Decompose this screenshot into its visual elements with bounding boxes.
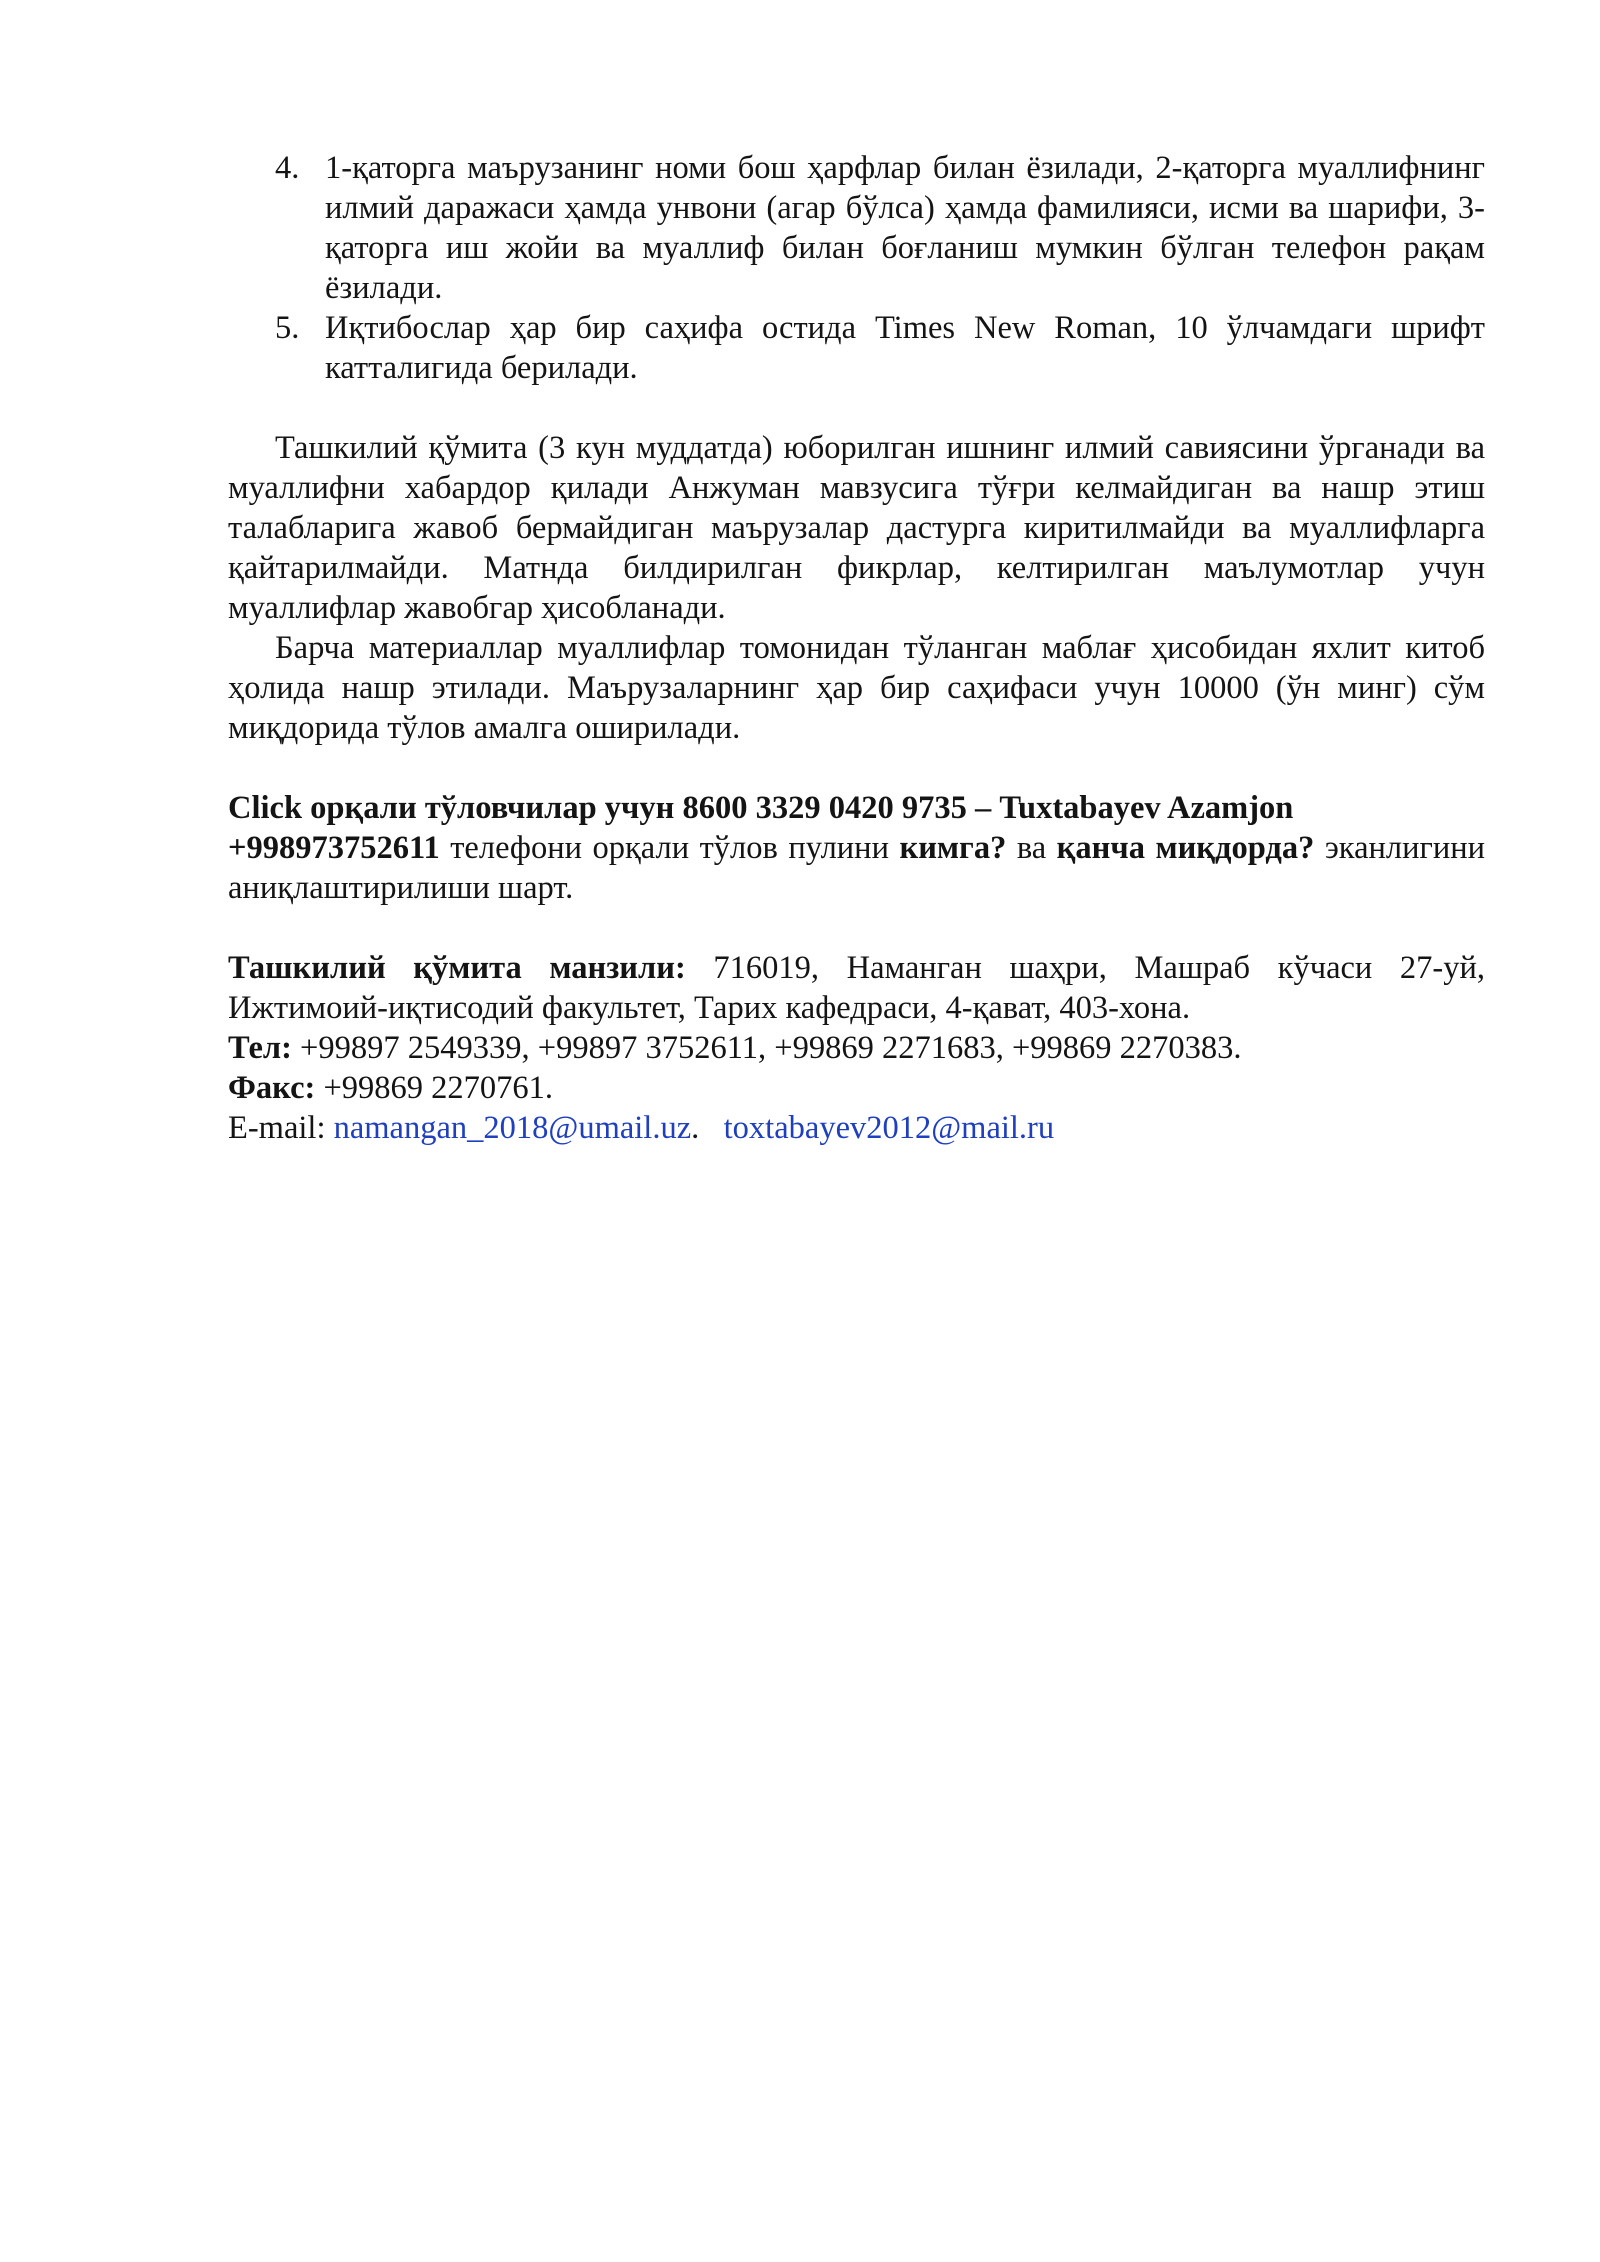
paragraph-committee-review: Ташкилий қўмита (3 кун муддатда) юборилган ишнинг илмий савиясини ўрганади ва муаллифни хабардор қилади Анжуман мавзусига тўғри келмайдиган ва нашр этиш талабларига жавоб бермайдиган маърузалар дастурга киритилмайди ва муаллифларга қайтарилмайди. Матнда билдирилган фикрлар, келтирилган маълумотлар учун муаллифлар жавобгар ҳисобланади. — [228, 430, 1485, 626]
list-item-number: 5. — [275, 310, 300, 346]
phone-value: +99897 2549339, +99897 3752611, +99869 2271683, +99869 2270383. — [291, 1030, 1242, 1066]
payment-instructions — [228, 828, 1485, 908]
payment-card-info: Click орқали тўловчилар учун 8600 3329 0420 9735 – Tuxtabayev Azamjon — [228, 790, 1294, 826]
email-link-namangan[interactable]: namangan_2018@umail.uz — [333, 1110, 692, 1146]
email-separator: . — [691, 1110, 724, 1146]
spacer — [228, 908, 1485, 948]
document-page — [228, 148, 1485, 1148]
payment-amount: қанча миқдорда? — [1056, 830, 1315, 866]
payment-text: эканлигини аниқлаштирилиши шарт. — [228, 830, 1486, 906]
email-label: E-mail: — [228, 1110, 334, 1146]
address-value: 716019, Наманган шаҳри, Машраб кўчаси 27-уй, Ижтимоий-иқтисодий факультет, Тарих кафедраси, 4-қават, 403-хона. — [228, 950, 1485, 1026]
requirements-list — [228, 148, 1485, 388]
payment-text: телефони орқали тўлов пулини — [439, 830, 900, 866]
list-item-text: 1-қаторга маърузанинг номи бош ҳарфлар билан ёзилади, 2-қаторга муаллифнинг илмий даражаси ҳамда унвони (агар бўлса) ҳамда фамилияси, исми ва шарифи, 3-қаторга иш жойи ва муаллиф билан боғланиш мумкин бўлган телефон рақам ёзилади. — [325, 150, 1485, 306]
payment-line-click — [228, 788, 1485, 828]
list-item — [228, 308, 1485, 388]
committee-address — [228, 948, 1485, 1028]
fax-value: +99869 2270761. — [315, 1070, 554, 1106]
list-item-number: 4. — [275, 150, 300, 186]
phone-label: Тел: — [228, 1030, 292, 1066]
payment-whom: кимга? — [899, 830, 1007, 866]
payment-text: ва — [1006, 830, 1057, 866]
committee-email — [228, 1108, 1485, 1148]
list-item-text: Иқтибослар ҳар бир саҳифа остида Times New Roman, 10 ўлчамдаги шрифт катталигида берилади. — [325, 310, 1485, 386]
paragraph-publication-fee: Барча материаллар муаллифлар томонидан тўланган маблағ ҳисобидан яхлит китоб ҳолида нашр этилади. Маърузаларнинг ҳар бир саҳифаси учун 10000 (ўн минг) сўм миқдорида тўлов амалга оширилади. — [228, 630, 1485, 746]
committee-fax — [228, 1068, 1485, 1108]
address-label: Ташкилий қўмита манзили: — [228, 950, 686, 986]
spacer — [228, 748, 1485, 788]
committee-phone — [228, 1028, 1485, 1068]
fax-label: Факс: — [228, 1070, 316, 1106]
list-item — [228, 148, 1485, 308]
payment-phone: +998973752611 — [228, 830, 440, 866]
spacer — [228, 388, 1485, 428]
email-link-toxtabayev[interactable]: toxtabayev2012@mail.ru — [723, 1110, 1055, 1146]
